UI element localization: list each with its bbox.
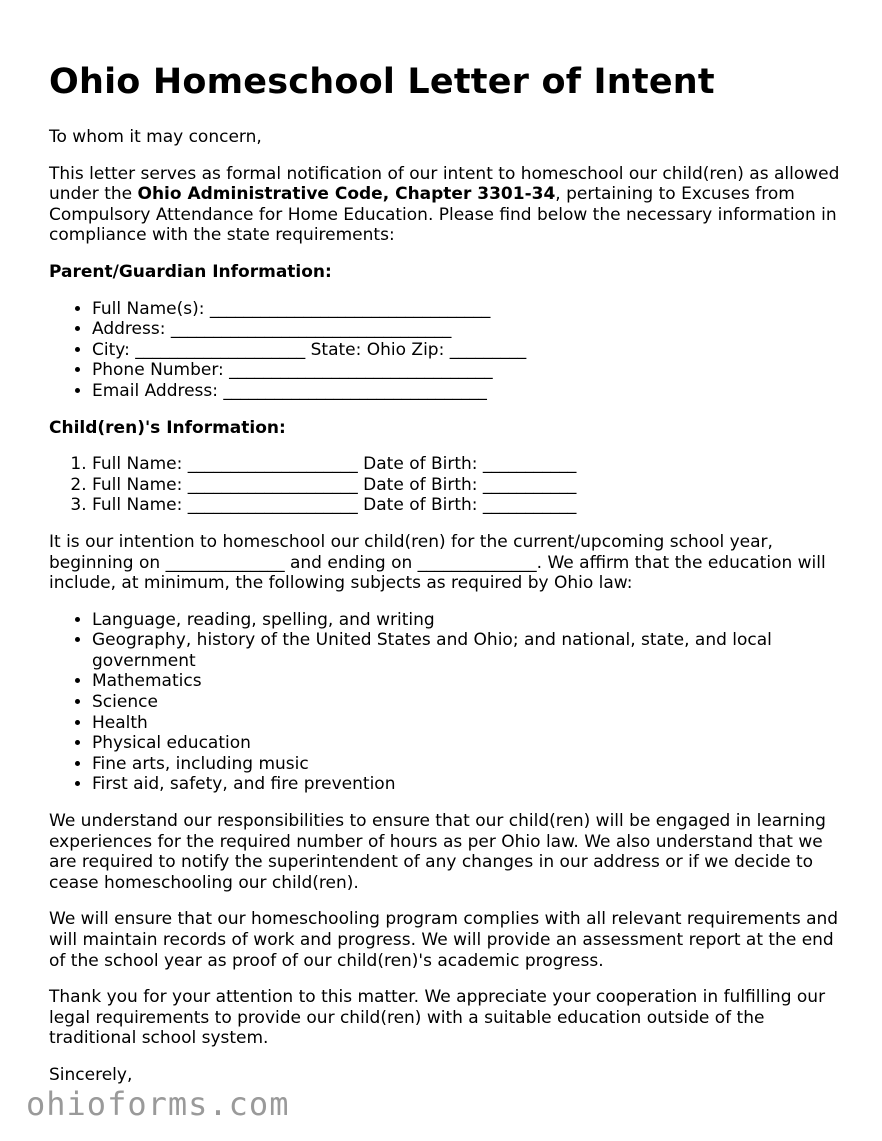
parent-city-state-zip-field: • City: ____________________ State: Ohio Zip: _________ (92, 340, 849, 361)
watermark: ohioforms.com (26, 1085, 290, 1123)
parent-address-field: • Address: _________________________________ (92, 319, 849, 340)
subject-item: • Geography, history of the United States and Ohio; and national, state, and local government (92, 630, 849, 671)
greeting: To whom it may concern, (49, 127, 262, 147)
children-section-heading: Child(ren)'s Information: (49, 417, 286, 438)
closing: Sincerely, (49, 1064, 133, 1085)
parent-section-heading: Parent/Guardian Information: (49, 261, 332, 282)
intro-text-after: , pertaining to Excuses from Compulsory Attendance for Home Education. Please find below the necessary information in compliance with the state requirements: (49, 184, 837, 246)
subject-item: • Health (92, 713, 849, 734)
page-title: Ohio Homeschool Letter of Intent (49, 62, 715, 102)
parent-info-list (49, 299, 849, 402)
subject-item: • Language, reading, spelling, and writing (92, 610, 849, 631)
subject-item: • First aid, safety, and fire prevention (92, 774, 849, 795)
intro-code-reference: Ohio Administrative Code, Chapter 3301-34 (137, 184, 556, 205)
intention-paragraph: It is our intention to homeschool our child(ren) for the current/upcoming school year, beginning on ______________ and ending on ______________. We affirm that the education will include, at minimum, the following subjects as required by Ohio law: (49, 531, 826, 594)
subject-item: • Science (92, 692, 849, 713)
intro-paragraph (49, 164, 849, 246)
subject-item: • Physical education (92, 733, 849, 754)
child-2-field: 2. Full Name: ____________________ Date of Birth: ___________ (92, 475, 849, 496)
subjects-list (49, 610, 849, 795)
subject-item: • Mathematics (92, 671, 849, 692)
subject-item: • Fine arts, including music (92, 754, 849, 775)
responsibility-paragraph: We understand our responsibilities to ensure that our child(ren) will be engaged in learning experiences for the required number of hours as per Ohio law. We also understand that we are required to notify the superintendent of any changes in our address or if we decide to cease homeschooling our child(ren). (49, 811, 826, 893)
parent-email-field: • Email Address: _______________________________ (92, 381, 849, 402)
children-info-list (49, 454, 849, 516)
child-1-field: 1. Full Name: ____________________ Date of Birth: ___________ (92, 454, 849, 475)
letter-document (49, 60, 849, 1086)
intro-text-before: This letter serves as formal notification of our intent to homeschool our child(ren) as allowed under the (49, 163, 840, 205)
thanks-paragraph: Thank you for your attention to this matter. We appreciate your cooperation in fulfilling our legal requirements to provide our child(ren) with a suitable education outside of the traditional school system. (49, 987, 826, 1049)
parent-phone-field: • Phone Number: _______________________________ (92, 360, 849, 381)
compliance-paragraph: We will ensure that our homeschooling program complies with all relevant requirements and will maintain records of work and progress. We will provide an assessment report at the end of the school year as proof of our child(ren)'s academic progress. (49, 909, 839, 971)
parent-full-name-field: • Full Name(s): _________________________________ (92, 299, 849, 320)
child-3-field: 3. Full Name: ____________________ Date of Birth: ___________ (92, 495, 849, 516)
